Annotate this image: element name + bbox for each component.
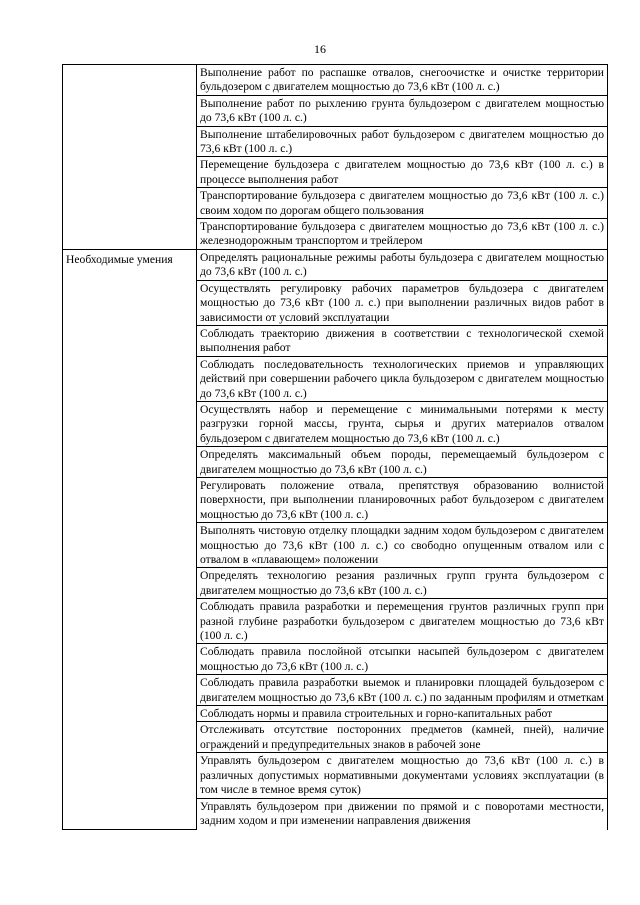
item-text: Транспортирование бульдозера с двигателем мощностью до 73,6 кВт (100 л. с.) железнодорожным транспортом и трейлером (200, 220, 604, 248)
item-cell (197, 477, 608, 522)
item-text: Перемещение бульдозера с двигателем мощностью до 73,6 кВт (100 л. с.) в процессе выполнения работ (200, 158, 604, 186)
table-row (63, 65, 608, 96)
item-cell (197, 447, 608, 478)
item-text: Управлять бульдозером при движении по прямой и с поворотами местности, задним ходом и при изменении направления движения (200, 799, 604, 827)
item-cell (197, 280, 608, 325)
item-cell (197, 523, 608, 568)
item-text: Осуществлять набор и перемещение с минимальными потерями к месту разгрузки горной массы, грунта, сырья и других материалов отвалом бульдозером с двигателем мощностью до 73,6 кВт (100 л. с.) (200, 402, 604, 445)
table-row (63, 249, 608, 280)
item-text: Соблюдать правила разработки и перемещения грунтов различных групп при разной глубине разработки бульдозером с двигателем мощностью до 73,6 кВт (100 л. с.) (200, 600, 604, 643)
item-text: Транспортирование бульдозера с двигателем мощностью до 73,6 кВт (100 л. с.) своим ходом по дорогам общего пользования (200, 189, 604, 217)
item-cell (197, 401, 608, 446)
item-text: Соблюдать траекторию движения в соответствии с технологической схемой выполнения работ (200, 326, 604, 355)
table-body (63, 65, 608, 830)
item-cell (197, 356, 608, 401)
item-cell (197, 568, 608, 599)
section-label-cell (63, 65, 197, 250)
item-cell (197, 219, 608, 250)
item-text: Управлять бульдозером с двигателем мощностью до 73,6 кВт (100 л. с.) в различных допустимых нормативными документами условиях эксплуатации (в том числе в темное время суток) (200, 754, 604, 797)
section-label: Необходимые умения (66, 252, 173, 266)
item-cell (197, 644, 608, 675)
item-cell (197, 188, 608, 219)
item-cell (197, 706, 608, 722)
item-text: Определять максимальный объем породы, перемещаемый бульдозером с двигателем мощностью до 73,6 кВт (100 л. с.) (200, 448, 604, 476)
item-text: Осуществлять регулировку рабочих параметров бульдозера с двигателем мощностью до 73,6 кВт (100 л. с.) при выполнении различных видов работ в зависимости от условий эксплуатации (200, 281, 604, 324)
competency-table (62, 64, 608, 830)
page-number: 16 (314, 42, 326, 56)
item-cell (197, 798, 608, 830)
item-text: Соблюдать последовательность технологических приемов и управляющих действий при совершении рабочего цикла бульдозером с двигателем мощностью до 73,6 кВт (100 л. с.) (200, 357, 604, 400)
item-cell (197, 249, 608, 280)
item-text: Выполнение работ по рыхлению грунта бульдозером с двигателем мощностью до 73,6 кВт (100 л. с.) (200, 96, 604, 125)
item-text: Определять рациональные режимы работы бульдозера с двигателем мощностью до 73,6 кВт (100 л. с.) (200, 250, 604, 279)
section-label (66, 66, 193, 68)
item-text: Регулировать положение отвала, препятствуя образованию волнистой поверхности, при выполнении планировочных работ бульдозером с двигателем мощностью до 73,6 кВт (100 л. с.) (200, 478, 604, 521)
item-cell (197, 722, 608, 753)
item-cell (197, 65, 608, 96)
item-cell (197, 753, 608, 798)
item-cell (197, 675, 608, 706)
item-text: Определять технологию резания различных групп грунта бульдозером с двигателем мощностью до 73,6 кВт (100 л. с.) (200, 569, 604, 597)
section-label-cell (63, 249, 197, 829)
item-text: Соблюдать правила послойной отсыпки насыпей бульдозером с двигателем мощностью до 73,6 кВт (100 л. с.) (200, 645, 604, 673)
item-cell (197, 95, 608, 126)
item-cell (197, 599, 608, 644)
item-text: Выполнение работ по распашке отвалов, снегоочистке и очистке территории бульдозером с двигателем мощностью до 73,6 кВт (100 л. с.) (200, 66, 604, 94)
item-cell (197, 157, 608, 188)
item-text: Соблюдать правила разработки выемок и планировки площадей бульдозером с двигателем мощностью до 73,6 кВт (100 л. с.) по заданным профилям и отметкам (200, 676, 604, 704)
item-text: Выполнение штабелировочных работ бульдозером с двигателем мощностью до 73,6 кВт (100 л. с.) (200, 127, 604, 156)
item-cell (197, 126, 608, 157)
item-text: Отслеживать отсутствие посторонних предметов (камней, пней), наличие ограждений и предупредительных знаков в рабочей зоне (200, 723, 604, 751)
item-text: Выполнять чистовую отделку площадки задним ходом бульдозером с двигателем мощностью до 73,6 кВт (100 л. с.) со свободно опущенным отвалом или с отвалом в «плавающем» положении (200, 524, 604, 566)
item-text: Соблюдать нормы и правила строительных и горно-капитальных работ (200, 707, 553, 721)
item-cell (197, 325, 608, 356)
